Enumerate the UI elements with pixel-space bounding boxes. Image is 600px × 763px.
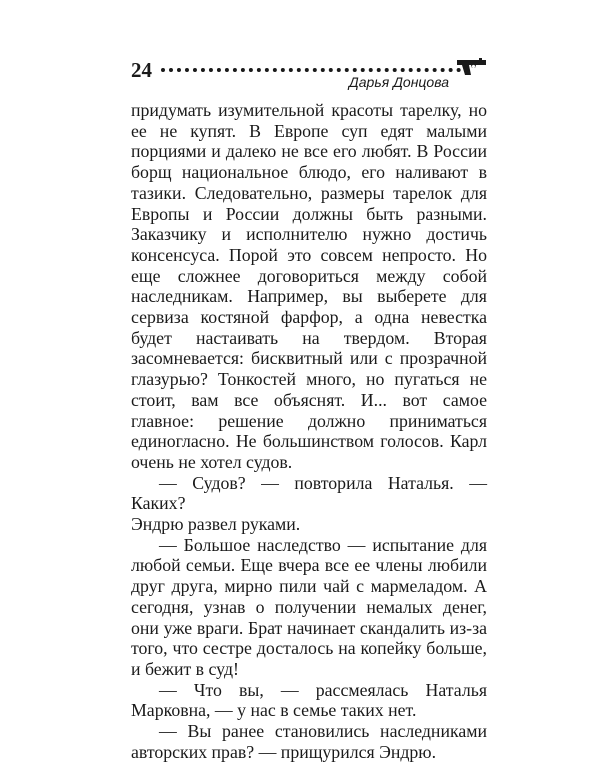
paragraph: — Вы ранее становились наследниками авторских прав? — прищурился Эндрю. [131, 721, 487, 762]
page-number: 24 [131, 58, 152, 82]
paragraph: — Судов? — повторила Наталья. — Каких? [131, 472, 487, 514]
dotted-rule [161, 68, 461, 72]
paragraph: — Большое наследство — испытание для любой семьи. Еще вчера все ее члены любили друг друга, мирно пили чай с мармеладом. А сегодня, узнав о получении немалых денег, они уже враги. Брат начинает скандалить из-за того, что сестре досталось на копейку больше, и бежит в суд! [131, 534, 487, 679]
author-name: Дарья Донцова [348, 74, 449, 90]
running-header [131, 48, 489, 88]
revolver-icon [455, 54, 489, 78]
paragraph: Эндрю развел руками. [131, 514, 301, 535]
paragraph: — Что вы, — рассмеялась Наталья Марковна, — у нас в семье таких нет. [131, 679, 487, 721]
text-body [131, 100, 487, 763]
paragraph: придумать изумительной красоты тарелку, но ее не купят. В Европе суп едят малыми порциями и далеко не все его любят. В России борщ национальное блюдо, его наливают в тазики. Следовательно, размеры тарелок для Европы и России должны быть разными. Заказчику и исполнителю нужно достичь консенсуса. Порой это совсем непросто. Но еще сложнее договориться между собой наследникам. Например, вы выберете для сервиза костяной фарфор, а одна невестка будет настаивать на твердом. Вторая засомневается: бисквитный или с прозрачной глазурью? Тонкостей много, но пугаться не стоит, вам все объяснят. И... вот самое главное: решение должно приниматься единогласно. Не большинством голосов. Карл очень не хотел судов. [131, 100, 487, 472]
